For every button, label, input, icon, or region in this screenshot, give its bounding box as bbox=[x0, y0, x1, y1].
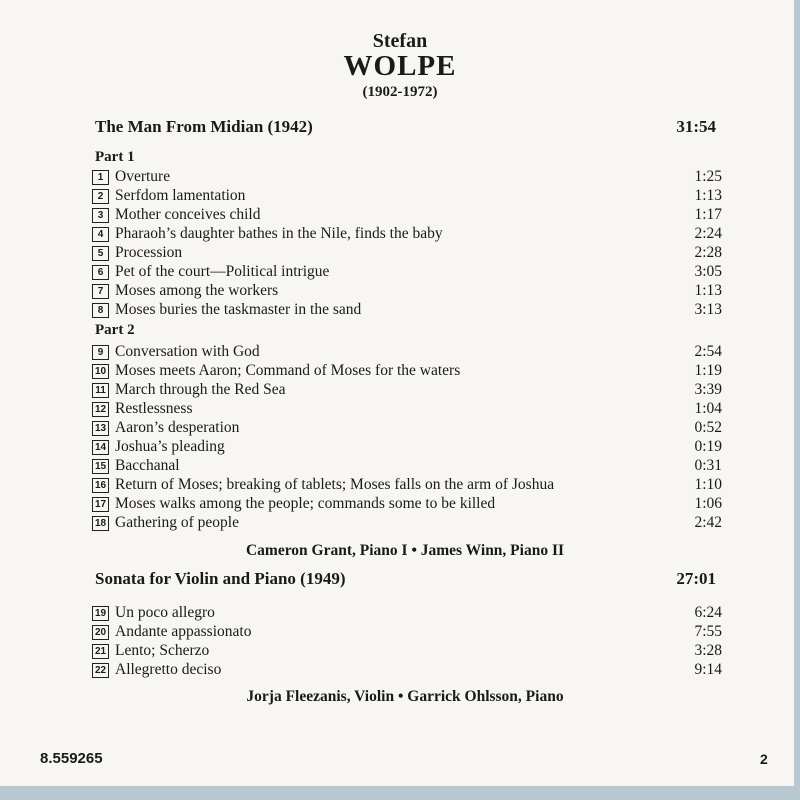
part1-label: Part 1 bbox=[95, 149, 135, 165]
track-duration: 3:13 bbox=[694, 301, 722, 318]
composer-dates: (1902-1972) bbox=[362, 84, 438, 100]
catalog-number: 8.559265 bbox=[40, 750, 103, 767]
track-duration: 3:39 bbox=[694, 381, 722, 398]
track-title: March through the Red Sea bbox=[115, 381, 286, 398]
work2-performers: Jorja Fleezanis, Violin • Garrick Ohlsson, Piano bbox=[246, 688, 564, 705]
track-row bbox=[92, 380, 722, 399]
track-number: 7 bbox=[92, 284, 109, 299]
track-row bbox=[92, 361, 722, 380]
track-title: Bacchanal bbox=[115, 457, 180, 474]
track-title: Moses among the workers bbox=[115, 282, 279, 299]
track-duration: 7:55 bbox=[694, 623, 722, 640]
track-duration: 6:24 bbox=[694, 604, 722, 621]
track-duration: 1:04 bbox=[694, 400, 722, 417]
track-row bbox=[92, 186, 722, 205]
track-title: Moses walks among the people; commands some to be killed bbox=[115, 495, 496, 512]
work1-duration: 31:54 bbox=[676, 117, 716, 136]
track-row bbox=[92, 167, 722, 186]
track-number: 1 bbox=[92, 170, 109, 185]
track-row bbox=[92, 342, 722, 361]
track-duration: 1:06 bbox=[694, 495, 722, 512]
track-number: 10 bbox=[92, 364, 109, 379]
track-duration: 2:54 bbox=[694, 343, 722, 360]
track-title: Serfdom lamentation bbox=[115, 187, 246, 204]
track-number: 18 bbox=[92, 516, 109, 531]
track-row bbox=[92, 437, 722, 456]
track-row bbox=[92, 399, 722, 418]
track-number: 8 bbox=[92, 303, 109, 318]
track-number: 12 bbox=[92, 402, 109, 417]
track-duration: 2:42 bbox=[694, 514, 722, 531]
work1-title: The Man From Midian (1942) bbox=[95, 117, 313, 136]
track-title: Joshua’s pleading bbox=[115, 438, 225, 455]
track-number: 20 bbox=[92, 625, 109, 640]
track-duration: 0:31 bbox=[694, 457, 722, 474]
track-duration: 1:13 bbox=[694, 282, 722, 299]
part2-label: Part 2 bbox=[95, 322, 135, 338]
track-title: Procession bbox=[115, 244, 183, 261]
track-row bbox=[92, 603, 722, 622]
track-row bbox=[92, 224, 722, 243]
page-number: 2 bbox=[760, 751, 768, 767]
track-duration: 1:10 bbox=[694, 476, 722, 493]
track-row bbox=[92, 513, 722, 532]
composer-last-name: WOLPE bbox=[343, 50, 457, 82]
track-number: 19 bbox=[92, 606, 109, 621]
track-number: 16 bbox=[92, 478, 109, 493]
track-duration: 1:17 bbox=[694, 206, 722, 223]
track-number: 5 bbox=[92, 246, 109, 261]
work1-performers: Cameron Grant, Piano I • James Winn, Piano II bbox=[245, 542, 565, 559]
track-number: 15 bbox=[92, 459, 109, 474]
track-row bbox=[92, 205, 722, 224]
track-duration: 0:52 bbox=[694, 419, 722, 436]
track-title: Conversation with God bbox=[115, 343, 260, 360]
track-title: Gathering of people bbox=[115, 514, 239, 531]
track-title: Moses buries the taskmaster in the sand bbox=[115, 301, 362, 318]
track-title: Mother conceives child bbox=[115, 206, 261, 223]
track-title: Andante appassionato bbox=[115, 623, 252, 640]
track-duration: 1:25 bbox=[694, 168, 722, 185]
track-duration: 2:24 bbox=[694, 225, 722, 242]
work2-duration: 27:01 bbox=[676, 569, 716, 588]
track-row bbox=[92, 494, 722, 513]
track-row bbox=[92, 300, 722, 319]
track-row bbox=[92, 262, 722, 281]
track-row bbox=[92, 281, 722, 300]
track-row bbox=[92, 622, 722, 641]
track-duration: 3:28 bbox=[694, 642, 722, 659]
track-row bbox=[92, 243, 722, 262]
track-duration: 0:19 bbox=[694, 438, 722, 455]
track-number: 13 bbox=[92, 421, 109, 436]
track-number: 2 bbox=[92, 189, 109, 204]
track-number: 6 bbox=[92, 265, 109, 280]
track-duration: 3:05 bbox=[694, 263, 722, 280]
track-duration: 1:13 bbox=[694, 187, 722, 204]
track-title: Return of Moses; breaking of tablets; Moses falls on the arm of Joshua bbox=[115, 476, 555, 493]
track-title: Un poco allegro bbox=[115, 604, 215, 621]
track-title: Lento; Scherzo bbox=[115, 642, 210, 659]
track-title: Restlessness bbox=[115, 400, 193, 417]
track-title: Pet of the court—Political intrigue bbox=[115, 263, 330, 280]
track-duration: 9:14 bbox=[694, 661, 722, 678]
track-title: Moses meets Aaron; Command of Moses for the waters bbox=[115, 362, 461, 379]
track-row bbox=[92, 418, 722, 437]
track-number: 4 bbox=[92, 227, 109, 242]
track-number: 11 bbox=[92, 383, 109, 398]
track-number: 22 bbox=[92, 663, 109, 678]
track-title: Aaron’s desperation bbox=[115, 419, 240, 436]
track-row bbox=[92, 660, 722, 679]
track-number: 9 bbox=[92, 345, 109, 360]
track-title: Overture bbox=[115, 168, 171, 185]
track-row bbox=[92, 475, 722, 494]
track-number: 3 bbox=[92, 208, 109, 223]
work2-title: Sonata for Violin and Piano (1949) bbox=[95, 569, 346, 588]
track-title: Allegretto deciso bbox=[115, 661, 222, 678]
track-duration: 1:19 bbox=[694, 362, 722, 379]
track-row bbox=[92, 456, 722, 475]
track-duration: 2:28 bbox=[694, 244, 722, 261]
track-number: 14 bbox=[92, 440, 109, 455]
track-row bbox=[92, 641, 722, 660]
track-title: Pharaoh’s daughter bathes in the Nile, finds the baby bbox=[115, 225, 443, 242]
track-number: 21 bbox=[92, 644, 109, 659]
composer-first-name: Stefan bbox=[372, 30, 428, 52]
track-number: 17 bbox=[92, 497, 109, 512]
